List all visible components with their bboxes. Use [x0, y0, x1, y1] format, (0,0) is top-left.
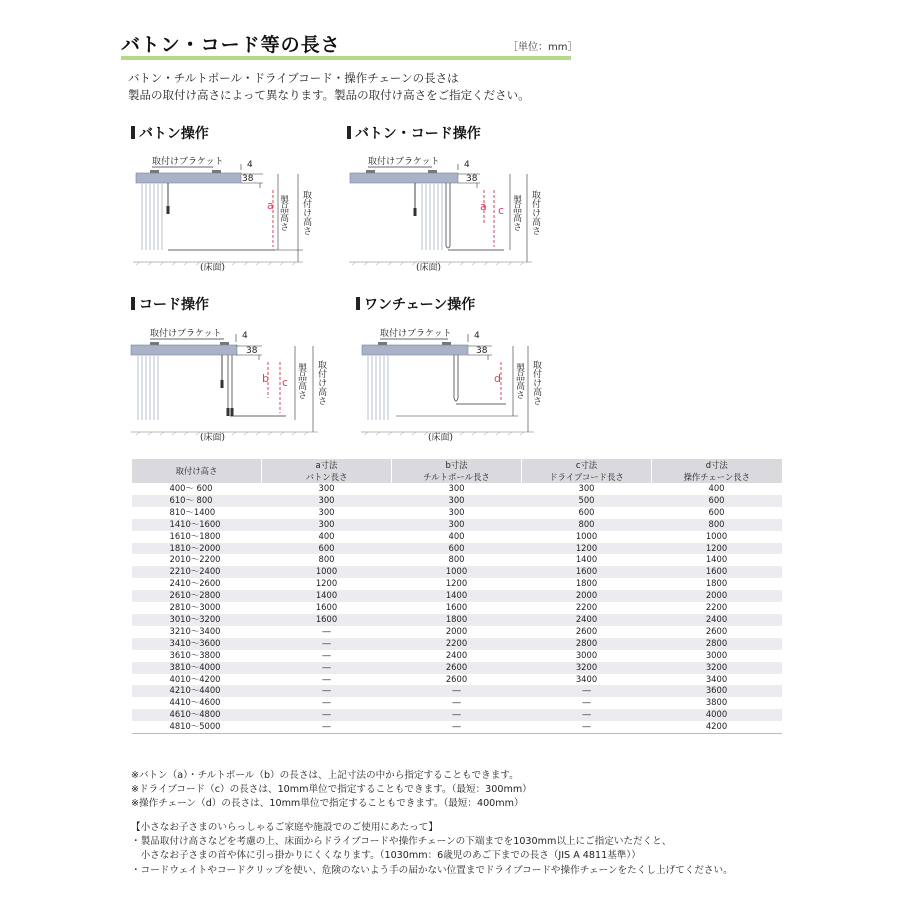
head-rail — [362, 345, 468, 355]
bracket-label: 取付けブラケット — [150, 329, 222, 339]
table-row — [132, 590, 782, 602]
cell-length: 1800 — [705, 578, 728, 589]
table-row — [132, 709, 782, 721]
cell-length: 4000 — [652, 709, 782, 721]
table-row — [132, 543, 782, 555]
subheader-a: バトン長さ — [262, 471, 392, 483]
header-d: d寸法 — [652, 459, 782, 471]
page-title: バトン・コード等の長さ — [121, 34, 341, 56]
cell-length: 400 — [708, 483, 725, 493]
cell-install-height: 4410～4600 — [169, 697, 221, 708]
cell-length: 2200 — [575, 602, 598, 613]
subheader-c: ドライブコード長さ — [522, 471, 652, 483]
install-height-label: 取付け高さ — [301, 190, 311, 235]
child-safety-caution — [131, 821, 733, 878]
floor-label: (床面) — [200, 433, 226, 443]
cell-length: 1200 — [522, 543, 652, 555]
table-row — [132, 614, 782, 626]
cell-length: 1800 — [392, 614, 522, 626]
cell-length: 400 — [448, 530, 465, 541]
cell-length: 300 — [318, 506, 335, 517]
cell-install-height: 3210～3400 — [169, 625, 221, 636]
note-2: ※ドライブコード（c）の長さは、10mm単位で指定することもできます。（最短：300mm） — [131, 784, 532, 796]
cell-length: 1600 — [262, 614, 392, 626]
cell-length: ― — [392, 709, 522, 721]
cell-length: 1400 — [262, 590, 392, 602]
cell-install-height: 2010～2200 — [169, 554, 221, 565]
intro-line-1: バトン・チルトポール・ドライブコード・操作チェーンの長さは — [128, 71, 459, 85]
cell-install-height: 2810～3000 — [169, 602, 221, 613]
dim-b: b — [262, 372, 269, 385]
bracket-label: 取付けブラケット — [380, 329, 452, 339]
vertical-slats — [138, 355, 158, 420]
cell-length: 300 — [392, 495, 522, 507]
cell-length: 1800 — [575, 578, 598, 589]
diagram-cord — [128, 320, 338, 445]
cell-length: ― — [392, 685, 522, 697]
dim-c: c — [498, 204, 505, 217]
cell-length: ― — [322, 649, 331, 660]
dim-38: 38 — [242, 174, 254, 184]
product-height-label: 製品高さ — [514, 363, 524, 399]
dim-c: c — [282, 376, 289, 389]
header-install-height: 取付け高さ — [132, 459, 262, 483]
dim-d: d — [494, 372, 501, 385]
caution-line-3: ・コードウェイトやコードクリップを使い、危険のないよう手の届かない位置までドライブコードや操作チェーンをたくし上げてください。 — [131, 864, 733, 876]
cell-length: 600 — [392, 543, 522, 555]
diagram-title-baton-cord: バトン・コード操作 — [347, 123, 481, 143]
product-height-label: 製品高さ — [296, 363, 306, 399]
cell-install-height: 4810～5000 — [132, 721, 262, 733]
cell-length: 2400 — [652, 614, 782, 626]
cell-length: 500 — [522, 495, 652, 507]
cell-length: 2400 — [445, 649, 468, 660]
cell-length: ― — [262, 721, 392, 733]
cell-length: ― — [262, 638, 392, 650]
cell-length: ― — [452, 697, 461, 708]
cell-install-height: 2210～2400 — [132, 566, 262, 578]
cell-length: 3800 — [705, 697, 728, 708]
table-row — [132, 685, 782, 697]
cell-length: ― — [262, 685, 392, 697]
table-row — [132, 674, 782, 686]
cell-length: 1600 — [522, 566, 652, 578]
dim-4: 4 — [247, 160, 253, 170]
cell-length: 3000 — [705, 649, 728, 660]
dim-38: 38 — [466, 174, 478, 184]
product-height-label: 製品高さ — [278, 195, 288, 231]
cell-install-height: 2410～2600 — [169, 578, 221, 589]
cell-length: 300 — [262, 519, 392, 531]
cell-length: 300 — [318, 483, 335, 493]
cell-install-height: 1610～1800 — [169, 530, 221, 541]
table-row — [132, 578, 782, 590]
cell-length: ― — [582, 697, 591, 708]
header-b: b寸法 — [392, 459, 522, 471]
cell-length: 800 — [652, 519, 782, 531]
diagram-title-chain: ワンチェーン操作 — [356, 294, 475, 314]
cell-length: 300 — [448, 483, 465, 493]
cell-install-height: 4010～4200 — [169, 673, 221, 684]
table-row — [132, 662, 782, 674]
cell-length: ― — [322, 625, 331, 636]
cell-length: 800 — [522, 519, 652, 531]
vertical-slats — [368, 355, 388, 420]
cell-length: ― — [322, 673, 331, 684]
cell-length: 2800 — [522, 638, 652, 650]
floor-label: (床面) — [200, 263, 226, 273]
diagram-baton-cord — [344, 150, 554, 275]
note-1: ※バトン（a）・チルトポール（b）の長さは、上記寸法の中から指定することもできます。 — [131, 770, 519, 781]
cell-length: 600 — [578, 506, 595, 517]
dim-4: 4 — [242, 331, 248, 341]
cell-install-height: 1410～1600 — [132, 519, 262, 531]
cell-length: 3200 — [652, 662, 782, 674]
cell-length: 2600 — [705, 625, 728, 636]
cell-length: 1000 — [392, 566, 522, 578]
cell-length: 2600 — [575, 625, 598, 636]
cell-install-height: 610～ 800 — [132, 495, 262, 507]
dim-4: 4 — [474, 331, 480, 341]
cell-length: 2000 — [652, 590, 782, 602]
cell-length: ― — [522, 721, 652, 733]
cell-length: 300 — [448, 506, 465, 517]
install-height-label: 取付け高さ — [316, 360, 326, 405]
cell-length: 600 — [262, 543, 392, 555]
diagram-chain — [356, 320, 556, 445]
table-row — [132, 519, 782, 531]
diagram-title-baton: バトン操作 — [131, 123, 209, 143]
cell-length: 1000 — [575, 530, 598, 541]
cell-length: ― — [522, 685, 652, 697]
title-underline — [121, 56, 571, 60]
cell-length: 2200 — [705, 602, 728, 613]
cell-install-height: 4610～4800 — [132, 709, 262, 721]
cell-length: 800 — [448, 554, 465, 565]
table-row — [132, 495, 782, 507]
caution-line-2: 小さなお子さまの首や体に引っ掛かりにくくなります。（1030mm：6歳児のあご下までの長さ（JIS A 4811基準）） — [131, 850, 641, 862]
cell-install-height: 1810～2000 — [132, 543, 262, 555]
table-row — [132, 507, 782, 519]
head-rail — [131, 345, 237, 355]
cell-length: ― — [522, 709, 652, 721]
cell-install-height: 3610～3800 — [169, 649, 221, 660]
table-row — [132, 602, 782, 614]
cell-length: 1000 — [262, 566, 392, 578]
cell-length: 1600 — [652, 566, 782, 578]
product-height-label: 製品高さ — [511, 195, 521, 231]
dim-4: 4 — [464, 160, 470, 170]
dim-38: 38 — [476, 346, 488, 356]
cell-length: 2800 — [652, 638, 782, 650]
table-row — [132, 697, 782, 709]
diagram-title-cord: コード操作 — [131, 294, 209, 314]
cell-length: 1400 — [705, 554, 728, 565]
table-row — [132, 721, 782, 733]
vertical-slats — [422, 183, 442, 250]
dim-a: a — [480, 200, 487, 213]
unit-label: ［単位：mm］ — [508, 42, 578, 53]
table-row — [132, 566, 782, 578]
cell-length: 2400 — [522, 614, 652, 626]
bracket-label: 取付けブラケット — [368, 157, 440, 167]
subheader-b: チルトポール長さ — [392, 471, 522, 483]
table-row — [132, 554, 782, 566]
intro-line-2: 製品の取付け高さによって異なります。製品の取付け高さをご指定ください。 — [128, 88, 530, 102]
dim-38: 38 — [246, 346, 258, 356]
cell-length: 800 — [318, 554, 335, 565]
cell-length: 1200 — [652, 543, 782, 555]
head-rail — [136, 173, 241, 183]
table-body — [132, 483, 782, 734]
cell-install-height: 2610～2800 — [132, 590, 262, 602]
caution-line-1: ・製品取付け高さなどを考慮の上、床面からドライブコードや操作チェーンの下端までを1030mm以上にご指定いただくと、 — [131, 836, 672, 848]
cell-length: 4200 — [652, 721, 782, 733]
cell-length: ― — [262, 709, 392, 721]
cell-length: ― — [322, 697, 331, 708]
cell-install-height: 4210～4400 — [132, 685, 262, 697]
cell-install-height: 3810～4000 — [132, 662, 262, 674]
cell-length: 3000 — [575, 649, 598, 660]
cell-install-height: 810～1400 — [169, 506, 216, 517]
cell-install-height: 3410～3600 — [132, 638, 262, 650]
floor-label: (床面) — [416, 263, 442, 273]
cell-length: 1400 — [575, 554, 598, 565]
cell-length: 1600 — [315, 602, 338, 613]
cell-length: 1400 — [392, 590, 522, 602]
cell-length: 3400 — [575, 673, 598, 684]
floor-label: (床面) — [428, 433, 454, 443]
table-row — [132, 650, 782, 662]
cell-length: 3200 — [522, 662, 652, 674]
cell-install-height: 3010～3200 — [132, 614, 262, 626]
cell-length: 600 — [708, 506, 725, 517]
table-row — [132, 483, 782, 495]
cell-length: 1200 — [445, 578, 468, 589]
cell-length: 400 — [318, 530, 335, 541]
cell-length: ― — [392, 721, 522, 733]
note-3: ※操作チェーン（d）の長さは、10mm単位で指定することもできます。（最短：400mm） — [131, 798, 524, 810]
cell-length: 300 — [578, 483, 595, 493]
cell-length: 1200 — [315, 578, 338, 589]
cell-length: 3600 — [652, 685, 782, 697]
header-a: a寸法 — [262, 459, 392, 471]
dim-a: a — [267, 199, 274, 212]
install-height-label: 取付け高さ — [531, 360, 541, 405]
cell-length: 3400 — [705, 673, 728, 684]
caution-heading: 【小さなお子さまのいらっしゃるご家庭や施設でのご使用にあたって】 — [131, 822, 438, 833]
cell-length: 2600 — [445, 673, 468, 684]
intro-text — [128, 70, 530, 104]
vertical-slats — [142, 183, 162, 250]
cell-length: 300 — [392, 519, 522, 531]
cell-length: 2000 — [522, 590, 652, 602]
table-row — [132, 531, 782, 543]
cell-length: 2000 — [445, 625, 468, 636]
length-table — [131, 459, 782, 734]
header-c: c寸法 — [522, 459, 652, 471]
head-rail — [350, 173, 458, 183]
bracket-label: 取付けブラケット — [152, 157, 224, 167]
cell-length: 600 — [652, 495, 782, 507]
cell-length: 1000 — [705, 530, 728, 541]
table-row — [132, 638, 782, 650]
diagram-baton — [128, 150, 328, 275]
subheader-d: 操作チェーン長さ — [652, 471, 782, 483]
cell-length: 1600 — [445, 602, 468, 613]
install-height-label: 取付け高さ — [530, 190, 540, 235]
cell-length: 2200 — [392, 638, 522, 650]
cell-length: 300 — [262, 495, 392, 507]
cell-length: ― — [262, 662, 392, 674]
notes — [131, 769, 532, 812]
table-row — [132, 626, 782, 638]
cell-install-height: 400～ 600 — [169, 483, 213, 493]
cell-length: 2600 — [392, 662, 522, 674]
